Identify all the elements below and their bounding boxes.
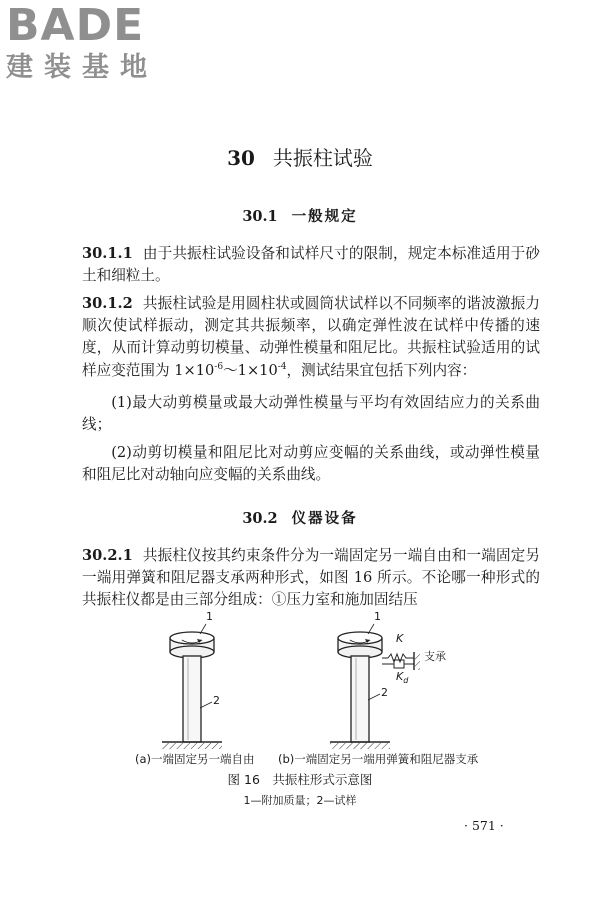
figure-16 [82, 610, 540, 770]
device-a [162, 624, 222, 749]
chapter-title [0, 146, 600, 170]
logo-subtitle: 建装基地 [6, 52, 158, 83]
subcaption-a: (a)一端固定另一端自由 [135, 752, 255, 766]
label-1-a: 1 [206, 610, 213, 623]
figure-note: 1—附加质量；2—试样 [243, 794, 357, 807]
label-2-b: 2 [381, 686, 388, 699]
chapter-number: 30 [227, 146, 255, 170]
clause-30-1-1 [82, 243, 540, 287]
section-title-30-1 [0, 207, 600, 227]
label-1-b: 1 [374, 610, 381, 623]
clause-text: 共振柱仪按其约束条件分为一端固定另一端自由和一端固定另一端用弹簧和阻尼器支承两种形式，如图 16 所示。不论哪一种形式的共振柱仪都是由三部分组成：①压力室和施加固结压 [82, 547, 540, 609]
clause-text: 共振柱试验是用圆柱状或圆筒状试样以不同频率的谐波激振力顺次使试样振动，测定其共振频率，以确定弹性波在试样中传播的速度，从而计算动剪切模量、动弹性模量和阻尼比。共振柱试验适用的试样应变范围为 1×10 [82, 295, 540, 379]
label-support: 支承 [424, 650, 446, 663]
mass-b-top [338, 632, 382, 644]
exponent: -6 [214, 361, 224, 372]
clause-number: 30.1.1 [82, 245, 133, 262]
section-number: 30.1 [242, 208, 278, 225]
label-damper-kd: $K_d$ [396, 670, 409, 686]
clause-number: 30.1.2 [82, 295, 133, 312]
section-name: 一般规定 [291, 208, 358, 225]
clause-number: 30.2.1 [82, 547, 133, 564]
mass-a-top [170, 632, 214, 644]
exponent: -4 [277, 361, 287, 372]
label-spring-k: K [396, 632, 404, 645]
clause-30-1-2 [82, 293, 540, 382]
label-2-a: 2 [213, 694, 220, 707]
clause-text: ～1×10 [223, 361, 278, 379]
clause-text: 由于共振柱试验设备和试样尺寸的限制，规定本标准适用于砂土和细粒土。 [82, 245, 540, 285]
section-name: 仪器设备 [291, 510, 358, 527]
logo [6, 2, 158, 84]
list-item-2: (2)动剪切模量和阻尼比对动剪应变幅的关系曲线，或动弹性模量和阻尼比对动轴向应变幅的关系曲线。 [82, 444, 540, 484]
page-number: · 571 · [464, 818, 504, 833]
specimen-b [351, 656, 369, 742]
figure-caption: 图 16 共振柱形式示意图 [227, 772, 373, 787]
section-title-30-2 [0, 509, 600, 529]
list-item-1: (1)最大动剪模量或最大动弹性模量与平均有效固结应力的关系曲线； [82, 394, 540, 434]
section-number: 30.2 [242, 510, 278, 527]
figure-diagram [82, 610, 540, 770]
clause-30-2-1 [82, 545, 540, 612]
subcaption-b: (b)一端固定另一端用弹簧和阻尼器支承 [278, 752, 479, 766]
logo-brand: BADE [6, 0, 145, 51]
chapter-name: 共振柱试验 [272, 146, 373, 170]
specimen-a [183, 656, 201, 742]
clause-text: ，测试结果宜包括下列内容： [286, 361, 477, 379]
